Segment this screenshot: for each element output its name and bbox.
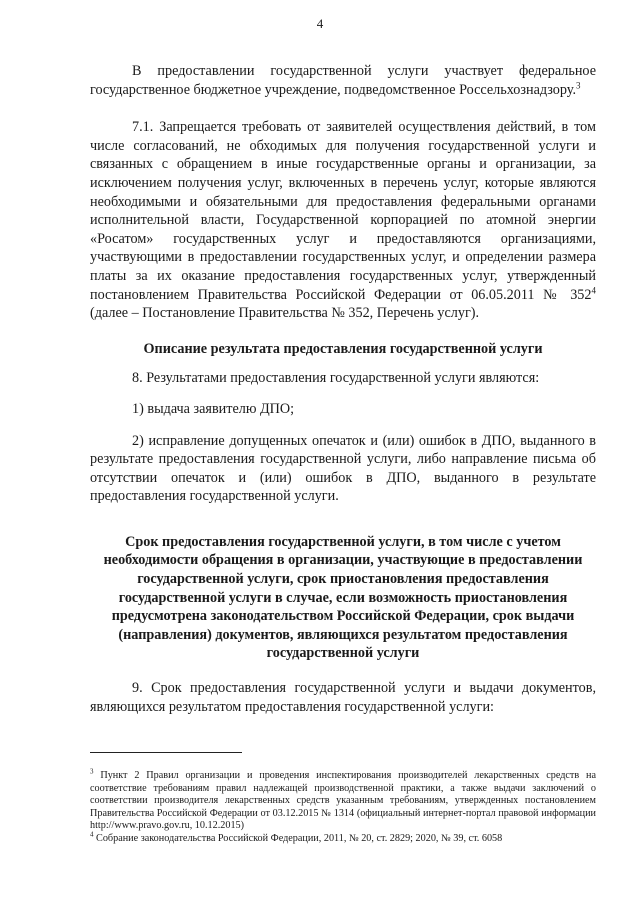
page-number: 4 (316, 16, 324, 31)
footnote-ref-3[interactable]: 3 (576, 79, 581, 90)
paragraph-participant (90, 62, 596, 99)
paragraph-7-1-text: 7.1. Запрещается требовать от заявителей осуществления действий, в том числе согласований, не обходимых для получения государственной услуги и связанных с обращением в иные государственные органы и организации, за исключением получения услуг, включенных в перечень услуг, которые являются необходимыми и обязательными для предоставления федеральными органами исполнительной власти, Государственной корпорацией по атомной энергии «Росатом» государственных услуг и предоставляются организациями, участвующими в предоставлении государственных услуг, и определении размера платы за их оказание предоставления государственных услуг, утвержденный постановлением Правительства Российской Федерации от 06.05.2011 № 352 (90, 119, 596, 303)
section-heading-term: Срок предоставления государственной услуги, в том числе с учетом необходимости обращения в организации, участвующие в предоставлении государственной услуги, срок приостановления предоставления государственной услуги в случае, если возможность приостановления предусмотрена законодательством Российской Федерации, срок выдачи (направления) документов, являющихся результатом предоставления государственной услуги (103, 533, 583, 662)
document-body (90, 62, 596, 716)
paragraph-participant-text: В предоставлении государственной услуги участвует федеральное государственное бюджетное учреждение, подведомственное Россельхознадзору. (90, 63, 596, 98)
footnote-ref-4[interactable]: 4 (591, 284, 596, 295)
footnote-divider (90, 752, 242, 753)
footnote-4-text: Собрание законодательства Российской Федерации, 2011, № 20, ст. 2829; 2020, № 39, ст. 6058 (93, 832, 503, 844)
paragraph-7-1 (90, 118, 596, 323)
paragraph-7-1-tail: (далее – Постановление Правительства № 352, Перечень услуг). (90, 305, 480, 322)
footnote-4 (90, 830, 596, 846)
paragraph-8-item-2: 2) исправление допущенных опечаток и (или) ошибок в ДПО, выданного в результате предоставления государственной услуги, либо направление письма об отсутствии опечаток и (или) ошибок в ДПО, выданного в результате предоставления государственной услуги. (90, 432, 596, 505)
paragraph-8: 8. Результатами предоставления государственной услуги являются: (132, 370, 540, 387)
footnote-3-mark: 3 (90, 767, 94, 776)
paragraph-8-item-1: 1) выдача заявителю ДПО; (132, 400, 295, 417)
footnote-4-mark: 4 (90, 830, 94, 839)
footnote-3-text: Пункт 2 Правил организации и проведения инспектирования производителей лекарственных средств на соответствие требованиям правил надлежащей производственной практики, а также выдачи заключений о соответствии производителя лекарственных средств указанным требованиям, утвержденных постановлением Правительства Российской Федерации от 03.12.2015 № 1314 (официальный интернет-портал правовой информации http://www.pravo.gov.ru, 10.12.2015) (90, 770, 596, 832)
section-heading-result: Описание результата предоставления государственной услуги (143, 340, 543, 357)
footnote-3 (90, 767, 596, 833)
paragraph-9: 9. Срок предоставления государственной услуги и выдачи документов, являющихся результатом предоставления государственной услуги: (90, 680, 596, 715)
footnotes-block (90, 767, 596, 846)
